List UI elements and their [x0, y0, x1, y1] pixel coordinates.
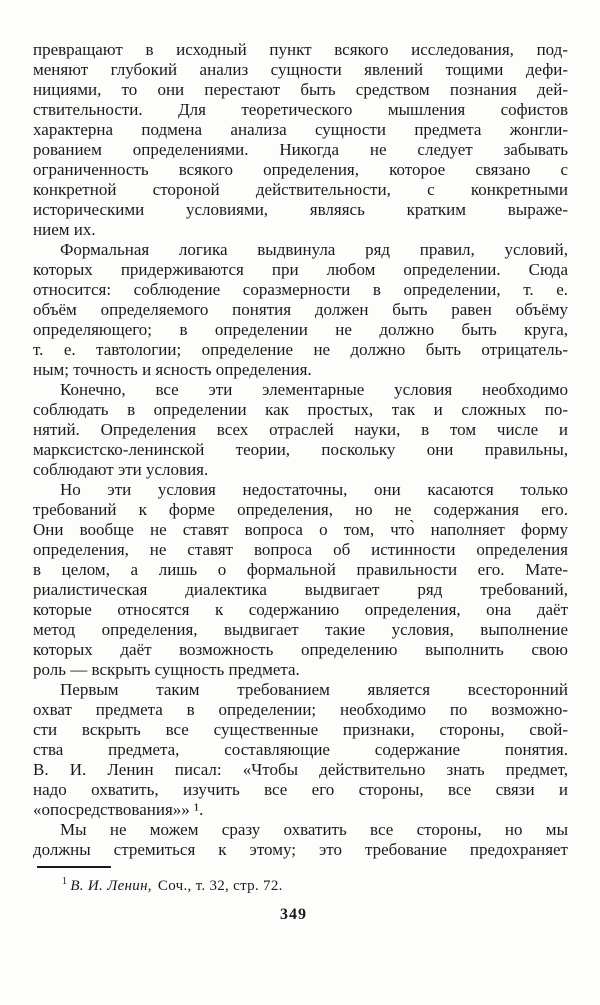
- paragraph: [33, 240, 568, 380]
- footnote-author: В. И. Ленин,: [70, 878, 152, 894]
- text-line: которые относятся к содержанию определения, она даёт: [33, 600, 568, 619]
- text-line: метод определения, выдвигает такие условия, выполнение: [33, 620, 568, 639]
- text-line: охват предмета в определении; необходимо по возможно-: [33, 700, 568, 719]
- text-line: роль — вскрыть сущность предмета.: [33, 660, 300, 679]
- text-line: нициями, то они перестают быть средством познания дей-: [33, 80, 568, 99]
- paragraph: [33, 40, 568, 240]
- paragraph: [33, 680, 568, 820]
- text-line: определяющего; в определении не должно быть круга,: [33, 320, 568, 339]
- text-line: Первым таким требованием является всесторонний: [60, 680, 568, 699]
- text-line: Конечно, все эти элементарные условия необходимо: [60, 380, 568, 399]
- text-line: сти вскрыть все существенные признаки, стороны, свой-: [33, 720, 568, 739]
- text-line: Мы не можем сразу охватить все стороны, но мы: [60, 820, 568, 839]
- text-line: ным; точность и ясность определения.: [33, 360, 312, 379]
- footnote-source: Соч., т. 32, стр. 72.: [157, 878, 283, 894]
- text-line: конкретной стороной действительности, с конкретными: [33, 180, 568, 199]
- text-line: в целом, а лишь о формальной правильности его. Мате-: [33, 560, 568, 579]
- text-line: историческими условиями, являясь кратким выраже-: [33, 200, 568, 219]
- text-line: которых придерживаются при любом определении. Сюда: [33, 260, 568, 279]
- text-line: надо охватить, изучить все его стороны, все связи и: [33, 780, 568, 799]
- text-line: ствительности. Для теоретического мышления софистов: [33, 100, 568, 119]
- text-line: т. е. тавтологии; определение не должно быть отрицатель-: [33, 340, 568, 359]
- paragraph: [33, 480, 568, 680]
- text-line: Они вообще не ставят вопроса о том, что̀ наполняет форму: [33, 520, 568, 539]
- text-line: относится: соблюдение соразмерности в определении, т. е.: [33, 280, 568, 299]
- text-line: должны стремиться к этому; это требование предохраняет: [33, 840, 568, 859]
- footnote: [62, 872, 600, 896]
- text-line: соблюдать в определении как простых, так и сложных по-: [33, 400, 568, 419]
- text-line: объём определяемого понятия должен быть равен объёму: [33, 300, 568, 319]
- text-line: нятий. Определения всех отраслей науки, в том числе и: [33, 420, 568, 439]
- paragraph: [33, 380, 568, 480]
- text-line: требований к форме определения, но не содержания его.: [33, 500, 568, 519]
- text-line: превращают в исходный пункт всякого исследования, под-: [33, 40, 568, 59]
- text-line: Но эти условия недостаточны, они касаются только: [60, 480, 568, 499]
- page-number: 349: [280, 906, 307, 923]
- text-line: Формальная логика выдвинула ряд правил, условий,: [60, 240, 568, 259]
- text-line: нием их.: [33, 220, 96, 239]
- text-line: риалистическая диалектика выдвигает ряд требований,: [33, 580, 568, 599]
- text-line: В. И. Ленин писал: «Чтобы действительно знать предмет,: [33, 760, 568, 779]
- text-line: меняют глубокий анализ сущности явлений тощими дефи-: [33, 60, 568, 79]
- text-line: ства предмета, составляющие содержание понятия.: [33, 740, 568, 759]
- text-line: определения, не ставят вопроса об истинности определения: [33, 540, 568, 559]
- text-line: характерна подмена анализа сущности предмета жонгли-: [33, 120, 568, 139]
- paragraph: [33, 820, 568, 860]
- text-line: соблюдают эти условия.: [33, 460, 209, 479]
- page-text: [33, 40, 568, 860]
- text-line: которых даёт возможность определению выполнить свою: [33, 640, 568, 659]
- text-line: марксистско-ленинской теории, поскольку они правильны,: [33, 440, 568, 459]
- text-line: ограниченность всякого определения, которое связано с: [33, 160, 568, 179]
- footnote-divider: [37, 866, 111, 868]
- book-page: [0, 40, 600, 1005]
- footnote-marker: 1: [62, 876, 68, 887]
- text-line: «опосредствования»» ¹.: [33, 800, 204, 819]
- text-line: рованием определениями. Никогда не следует забывать: [33, 140, 568, 159]
